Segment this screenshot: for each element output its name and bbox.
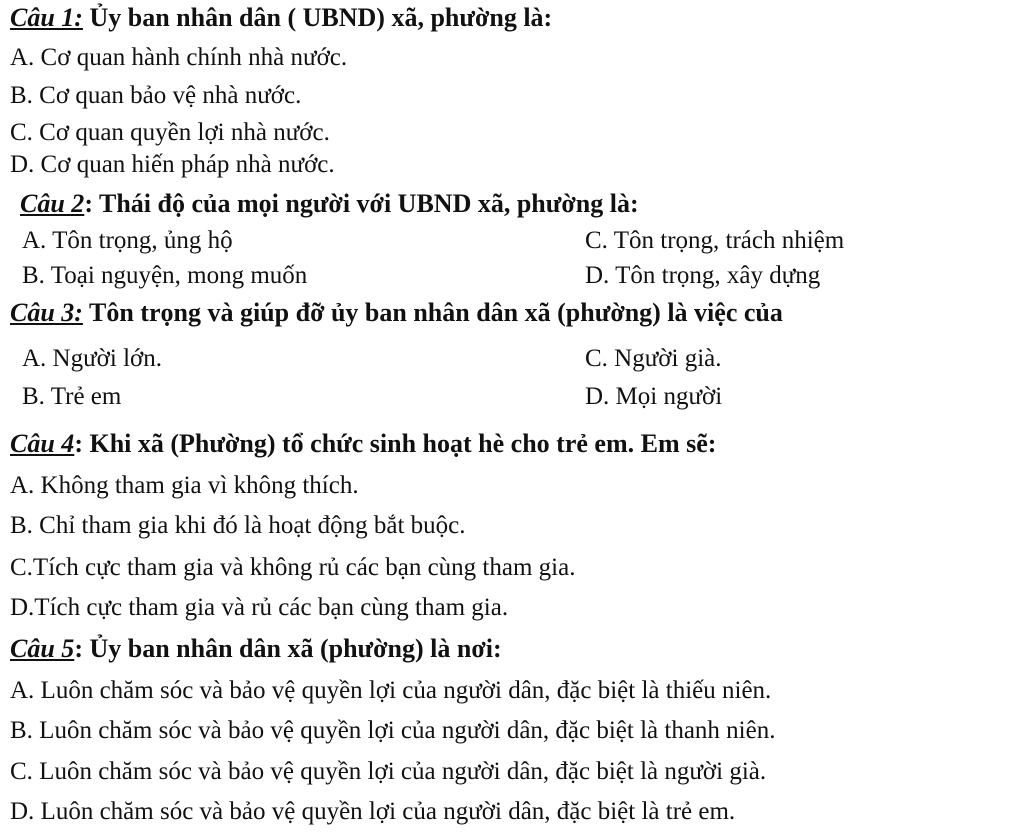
question-3-label: Câu 3:	[10, 298, 83, 327]
question-2-option-b: B. Toại nguyện, mong muốn	[22, 262, 308, 289]
question-5-heading	[10, 633, 502, 665]
question-4-heading	[10, 428, 716, 460]
question-4-text: : Khi xã (Phường) tổ chức sinh hoạt hè cho trẻ em. Em sẽ:	[74, 429, 717, 458]
question-4-label: Câu 4	[10, 429, 75, 458]
question-1-heading	[10, 2, 552, 34]
question-2-text: : Thái độ của mọi người với UBND xã, phường là:	[84, 189, 639, 218]
question-2-option-c: C. Tôn trọng, trách nhiệm	[585, 227, 845, 254]
question-4-option-b: B. Chỉ tham gia khi đó là hoạt động bắt buộc.	[10, 512, 466, 539]
question-1-label: Câu 1:	[10, 3, 83, 32]
question-5-label: Câu 5	[10, 634, 75, 663]
question-3-option-a: A. Người lớn.	[22, 345, 162, 372]
question-2-label: Câu 2	[20, 189, 85, 218]
question-5-option-b: B. Luôn chăm sóc và bảo vệ quyền lợi của người dân, đặc biệt là thanh niên.	[10, 717, 776, 744]
question-4-option-c: C.Tích cực tham gia và không rủ các bạn cùng tham gia.	[10, 554, 576, 581]
question-1-option-a: A. Cơ quan hành chính nhà nước.	[10, 44, 348, 71]
question-1-option-b: B. Cơ quan bảo vệ nhà nước.	[10, 82, 302, 109]
question-2-option-a: A. Tôn trọng, ủng hộ	[22, 227, 233, 254]
question-3-heading	[10, 297, 783, 329]
question-5-text: : Ủy ban nhân dân xã (phường) là nơi:	[74, 634, 502, 663]
question-1-text: Ủy ban nhân dân ( UBND) xã, phường là:	[82, 3, 553, 32]
question-1-option-c: C. Cơ quan quyền lợi nhà nước.	[10, 119, 330, 146]
question-3-option-c: C. Người già.	[585, 345, 722, 372]
question-5-option-d: D. Luôn chăm sóc và bảo vệ quyền lợi của người dân, đặc biệt là trẻ em.	[10, 798, 736, 825]
question-3-option-b: B. Trẻ em	[22, 383, 122, 410]
question-3-text: Tôn trọng và giúp đỡ ủy ban nhân dân xã (phường) là việc của	[82, 298, 783, 327]
question-4-option-a: A. Không tham gia vì không thích.	[10, 472, 359, 499]
question-5-option-a: A. Luôn chăm sóc và bảo vệ quyền lợi của người dân, đặc biệt là thiếu niên.	[10, 677, 772, 704]
question-5-option-c: C. Luôn chăm sóc và bảo vệ quyền lợi của người dân, đặc biệt là người già.	[10, 758, 767, 785]
question-4-option-d: D.Tích cực tham gia và rủ các bạn cùng tham gia.	[10, 594, 509, 621]
question-1-option-d: D. Cơ quan hiến pháp nhà nước.	[10, 151, 335, 178]
question-2-heading	[20, 188, 639, 220]
question-3-option-d: D. Mọi người	[585, 383, 723, 410]
question-2-option-d: D. Tôn trọng, xây dựng	[585, 262, 821, 289]
